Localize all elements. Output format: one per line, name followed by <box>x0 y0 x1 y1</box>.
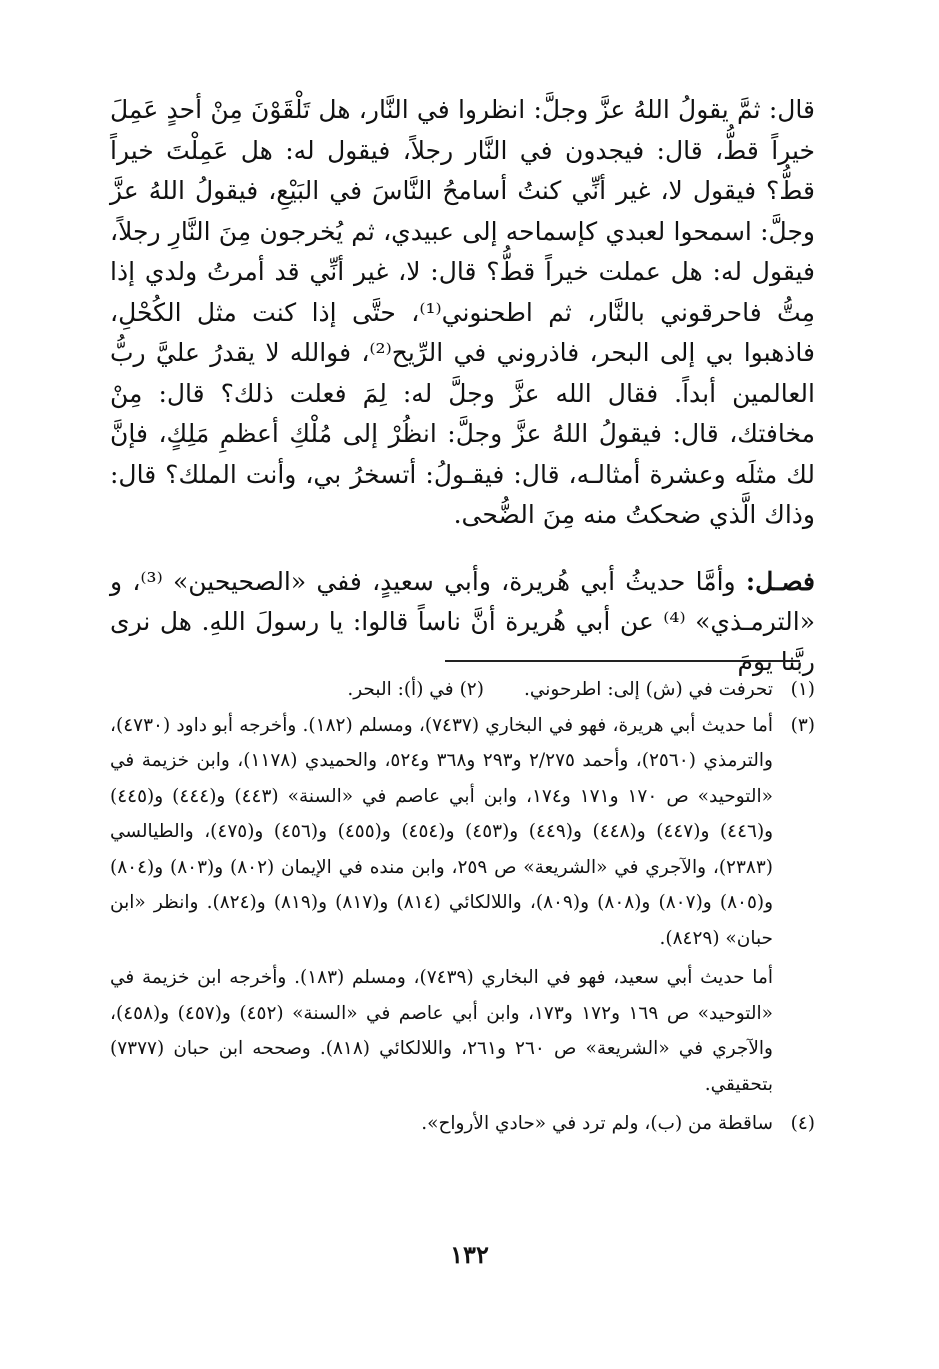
footnote-3 <box>110 708 815 957</box>
section-block <box>110 562 815 682</box>
footnote-text: في (أ): البحر. <box>347 679 454 700</box>
main-text-block <box>110 90 815 536</box>
footnotes <box>110 672 815 1142</box>
footnote-row-1-2 <box>110 672 815 708</box>
footnote-number: (٢) <box>459 679 484 700</box>
section-text: وأمَّا حديثُ أبي هُريرة، وأبي سعيدٍ، ففي «الصحيحين» ⁽³⁾، و «الترمـذي» ⁽⁴⁾ عن أبي هُريرة أنَّ ناساً قالوا: يا رسولَ اللهِ. هل نرى ربَّنا يومَ <box>110 567 815 676</box>
section-heading: فصـل: <box>745 567 815 596</box>
footnote-1 <box>524 672 815 708</box>
footnote-number: (١) <box>790 679 815 700</box>
footnote-number: (٣) <box>790 714 815 736</box>
footnote-separator <box>445 660 800 662</box>
footnote-4 <box>110 1106 815 1142</box>
footnote-text: ساقطة من (ب)، ولم ترد في «حادي الأرواح». <box>421 1113 773 1134</box>
main-paragraph: قال: ثمَّ يقولُ اللهُ عزَّ وجلَّ: انظروا في النَّار، هل تَلْقَوْنَ مِنْ أحدٍ عَمِلَ خيراً قطُّ، قال: فيجدون في النَّار رجلاً، فيقول له: هل عَمِلْتَ خيراً قطُّ؟ فيقول لا، غير أنِّي كنتُ أسامحُ النَّاسَ في البَيْعِ، فيقولُ اللهُ عزَّ وجلَّ: اسمحوا لعبدي كإسماحه إلى عبيدي، ثم يُخرجون مِنَ النَّارِ رجلاً، فيقول له: هل عملت خيراً قطُّ؟ قال: لا، غير أنِّي قد أمرتُ ولدي إذا مِتُّ فاحرقوني بالنَّار، ثم اطحنوني⁽¹⁾، حتَّى إذا كنت مثل الكُحْلِ، فاذهبوا بي إلى البحر، فاذروني في الرِّيح⁽²⁾، فوالله لا يقدرُ عليَّ ربُّ العالمين أبداً. فقال الله عزَّ وجلَّ له: لِمَ فعلت ذلك؟ قال: مِنْ مخافتك، قال: فيقولُ اللهُ عزَّ وجلَّ: انظُرْ إلى مُلْكِ أعظمِ مَلِكٍ، فإنَّ لك مثلَه وعشرة أمثالـه، قال: فيقـولُ: أتسخرُ بي، وأنت الملك؟ قال: وذاك الَّذي ضحكتُ منه مِنَ الضُّحى. <box>110 95 815 529</box>
footnote-text: تحرفت في (ش) إلى: اطرحوني. <box>523 679 773 700</box>
section-paragraph <box>110 562 815 682</box>
footnote-3-paragraph-2: أما حديث أبي سعيد، فهو في البخاري (٧٤٣٩)، ومسلم (١٨٣). وأخرجه ابن خزيمة في «التوحيد» ص ١٦٩ و١٧٢ و١٧٣، وابن أبي عاصم في «السنة» (٤٥٢) و(٤٥٧) و(٤٥٨)، والآجري في «الشريعة» ص ٢٦٠ و٢٦١، واللالكائي (٨١٨). وصححه ابن حبان (٧٣٧٧) بتحقيقي. <box>110 967 773 1095</box>
footnote-number: (٤) <box>790 1113 815 1134</box>
page-number: ١٣٢ <box>450 1240 489 1269</box>
footnote-text: أما حديث أبي هريرة، فهو في البخاري (٧٤٣٧)، ومسلم (١٨٢). وأخرجه أبو داود (٤٧٣٠)، والترمذي (٢٥٦٠)، وأحمد ٢/٢٧٥ و٢٩٣ و٣٦٨ و٥٢٤، والحميدي (١١٧٨)، وابن خزيمة في «التوحيد» ص ١٧٠ و١٧١ و١٧٤، وابن أبي عاصم في «السنة» (٤٤٣) و(٤٤٤) و(٤٤٥) و(٤٤٦) و(٤٤٧) و(٤٤٨) و(٤٤٩) و(٤٥٣) و(٤٥٤) و(٤٥٥) و(٤٥٦) و(٤٧٥)، والطيالسي (٢٣٨٣)، والآجري في «الشريعة» ص ٢٥٩، وابن منده في الإيمان (٨٠٢) و(٨٠٣) و(٨٠٤) و(٨٠٥) و(٨٠٧) و(٨٠٨) و(٨٠٩)، واللالكائي (٨١٤) و(٨١٧) و(٨١٩) و(٨٢٤). وانظر «ابن حبان» (٨٤٢٩). <box>110 714 774 949</box>
footnote-2 <box>347 672 484 708</box>
